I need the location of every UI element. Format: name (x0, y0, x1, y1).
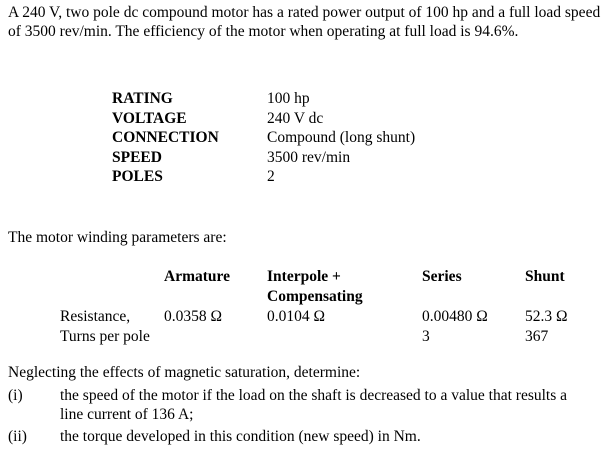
spec-key: POLES (112, 168, 163, 186)
spec-value: 3500 rev/min (267, 148, 351, 166)
spec-key: SPEED (112, 148, 162, 166)
row-label-turns: Turns per pole (60, 328, 150, 345)
intro-paragraph: A 240 V, two pole dc compound motor has a rated power output of 100 hp and a full load speed of 3500 rev/min. The efficiency of the motor when operating at full load is 94.6%. (8, 4, 601, 40)
resistance-series: 0.00480 Ω (422, 308, 488, 325)
question-number: (i) (8, 387, 23, 404)
spec-value: 2 (267, 168, 275, 186)
header-shunt: Shunt (525, 268, 565, 285)
header-armature: Armature (164, 268, 230, 285)
resistance-armature: 0.0358 Ω (164, 308, 223, 325)
spec-key: VOLTAGE (112, 109, 187, 127)
question-number: (ii) (8, 428, 27, 445)
row-label-resistance: Resistance, (60, 308, 131, 325)
spec-value: Compound (long shunt) (267, 129, 416, 147)
resistance-shunt: 52.3 Ω (525, 308, 568, 325)
question-item (8, 386, 608, 426)
header-compensating: Compensating (267, 288, 363, 305)
question-intro: Neglecting the effects of magnetic saturation, determine: (8, 364, 361, 381)
header-interpole: Interpole + (267, 268, 341, 285)
question-text: the torque developed in this condition (new speed) in Nm. (60, 428, 421, 445)
resistance-interpole: 0.0104 Ω (267, 308, 326, 325)
winding-parameters-table (0, 267, 611, 347)
spec-key: CONNECTION (112, 129, 219, 147)
header-series: Series (422, 268, 462, 285)
spec-key: RATING (112, 90, 173, 107)
spec-row (112, 109, 415, 129)
spec-row (112, 148, 415, 168)
spec-row (112, 167, 415, 187)
question-item (8, 427, 608, 447)
spec-value: 100 hp (267, 90, 310, 107)
spec-row (112, 89, 415, 109)
question-text: the speed of the motor if the load on the shaft is decreased to a value that results a line current of 136 A; (60, 387, 568, 423)
spec-value: 240 V dc (267, 109, 324, 127)
winding-intro: The motor winding parameters are: (8, 229, 227, 246)
turns-series: 3 (422, 328, 430, 345)
spec-row (112, 128, 415, 148)
turns-shunt: 367 (525, 328, 549, 345)
motor-rating-table (112, 89, 415, 187)
